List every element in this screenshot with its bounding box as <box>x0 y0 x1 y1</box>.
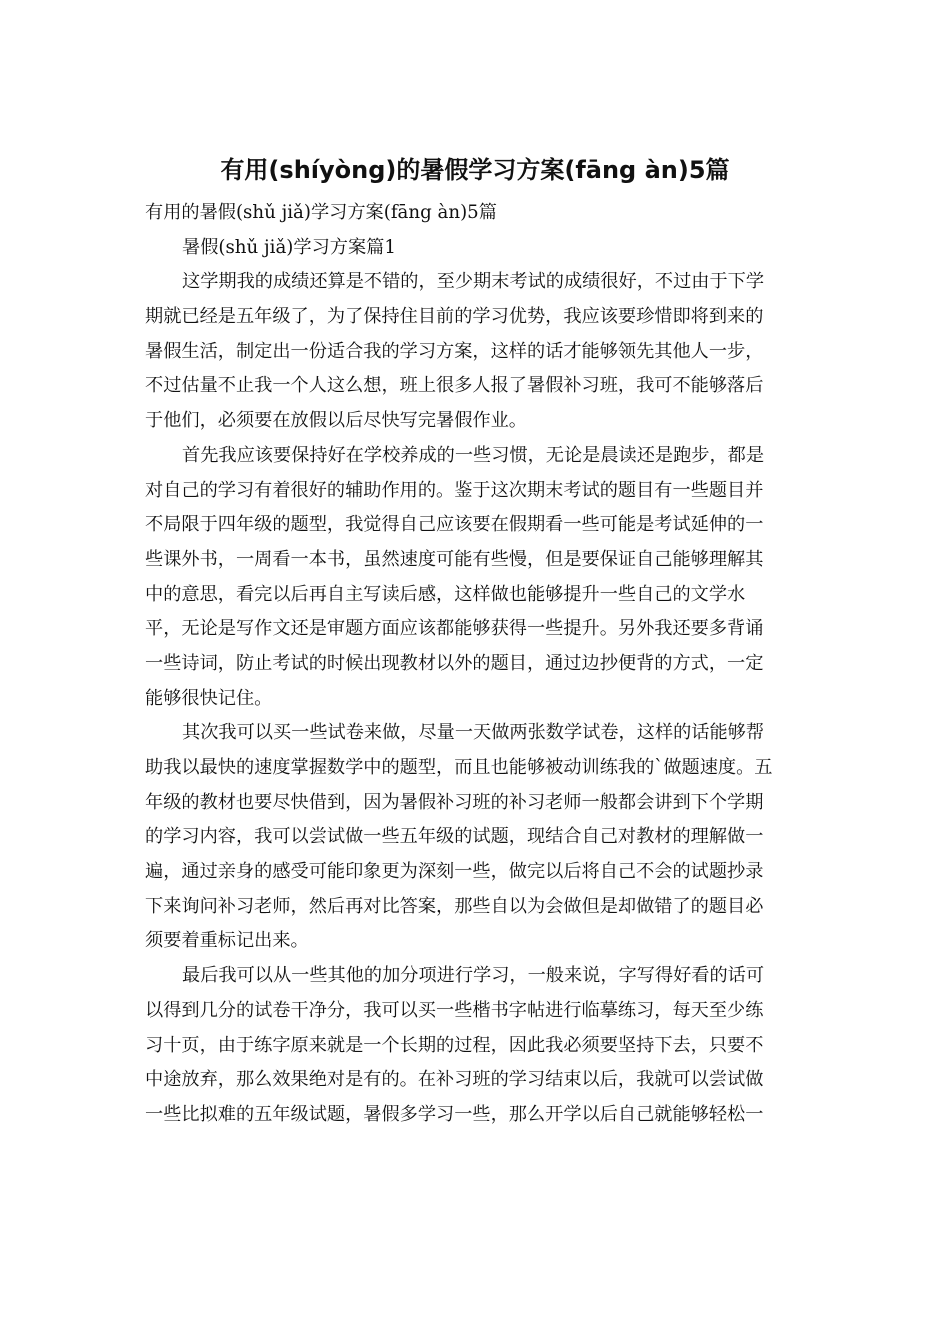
paragraph-1 <box>145 265 810 438</box>
paragraph-line: 习十页，由于练字原来就是一个长期的过程，因此我必须要坚持下去，只要不 <box>145 1034 764 1056</box>
paragraph-line: 遍，通过亲身的感受可能印象更为深刻一些，做完以后将自己不会的试题抄录 <box>145 861 764 883</box>
paragraph-line: 其次我可以买一些试卷来做，尽量一天做两张数学试卷，这样的话能够帮 <box>182 722 765 744</box>
paragraph-line: 不局限于四年级的题型，我觉得自己应该要在假期看一些可能是考试延伸的一 <box>145 514 764 536</box>
paragraph-line: 助我以最快的速度掌握数学中的题型，而且也能够被动训练我的`做题速度。五 <box>145 757 773 778</box>
paragraph-line: 于他们，必须要在放假以后尽快写完暑假作业。 <box>145 410 527 432</box>
paragraph-line: 些课外书，一周看一本书，虽然速度可能有些慢，但是要保证自己能够理解其 <box>145 548 764 570</box>
document-title: 有用(shíyòng)的暑假学习方案(fāng àn)5篇 <box>220 156 730 184</box>
paragraph-line: 以得到几分的试卷干净分，我可以买一些楷书字帖进行临摹练习，每天至少练 <box>145 999 764 1021</box>
paragraph-line: 能够很快记住。 <box>145 687 273 709</box>
paragraph-line: 中的意思，看完以后再自主写读后感，这样做也能够提升一些自己的文学水 <box>145 583 746 605</box>
paragraph-line: 下来询问补习老师，然后再对比答案，那些自以为会做但是却做错了的题目必 <box>145 895 764 917</box>
paragraph-line: 最后我可以从一些其他的加分项进行学习，一般来说，字写得好看的话可 <box>182 965 765 987</box>
paragraph-line: 须要着重标记出来。 <box>145 930 309 952</box>
paragraph-line: 中途放弃，那么效果绝对是有的。在补习班的学习结束以后，我就可以尝试做 <box>145 1069 764 1091</box>
paragraph-line: 一些诗词，防止考试的时候出现教材以外的题目，通过边抄便背的方式，一定 <box>145 652 764 674</box>
paragraph-line: 平，无论是写作文还是审题方面应该都能够获得一些提升。另外我还要多背诵 <box>145 618 764 640</box>
paragraph-line: 这学期我的成绩还算是不错的，至少期末考试的成绩很好，不过由于下学 <box>182 271 765 293</box>
paragraph-2 <box>145 439 810 717</box>
section-heading: 暑假(shǔ jiǎ)学习方案篇1 <box>182 236 396 258</box>
paragraph-line: 对自己的学习有着很好的辅助作用的。鉴于这次期末考试的题目有一些题目并 <box>145 479 764 501</box>
paragraph-3 <box>145 716 810 959</box>
paragraph-line: 的学习内容，我可以尝试做一些五年级的试题，现结合自己对教材的理解做一 <box>145 826 764 848</box>
paragraph-line: 一些比拟难的五年级试题，暑假多学习一些，那么开学以后自己就能够轻松一 <box>145 1103 764 1125</box>
paragraph-line: 暑假生活，制定出一份适合我的学习方案，这样的话才能够领先其他人一步， <box>145 340 764 362</box>
paragraph-4 <box>145 959 810 1132</box>
document-body <box>145 196 810 1133</box>
paragraph-line: 首先我应该要保持好在学校养成的一些习惯，无论是晨读还是跑步，都是 <box>182 444 765 466</box>
paragraph-line: 不过估量不止我一个人这么想，班上很多人报了暑假补习班，我可不能够落后 <box>145 375 764 397</box>
paragraph-line: 年级的教材也要尽快借到，因为暑假补习班的补习老师一般都会讲到下个学期 <box>145 791 764 813</box>
document-subtitle: 有用的暑假(shǔ jiǎ)学习方案(fāng àn)5篇 <box>145 202 497 223</box>
paragraph-line: 期就已经是五年级了，为了保持住目前的学习优势，我应该要珍惜即将到来的 <box>145 306 764 328</box>
